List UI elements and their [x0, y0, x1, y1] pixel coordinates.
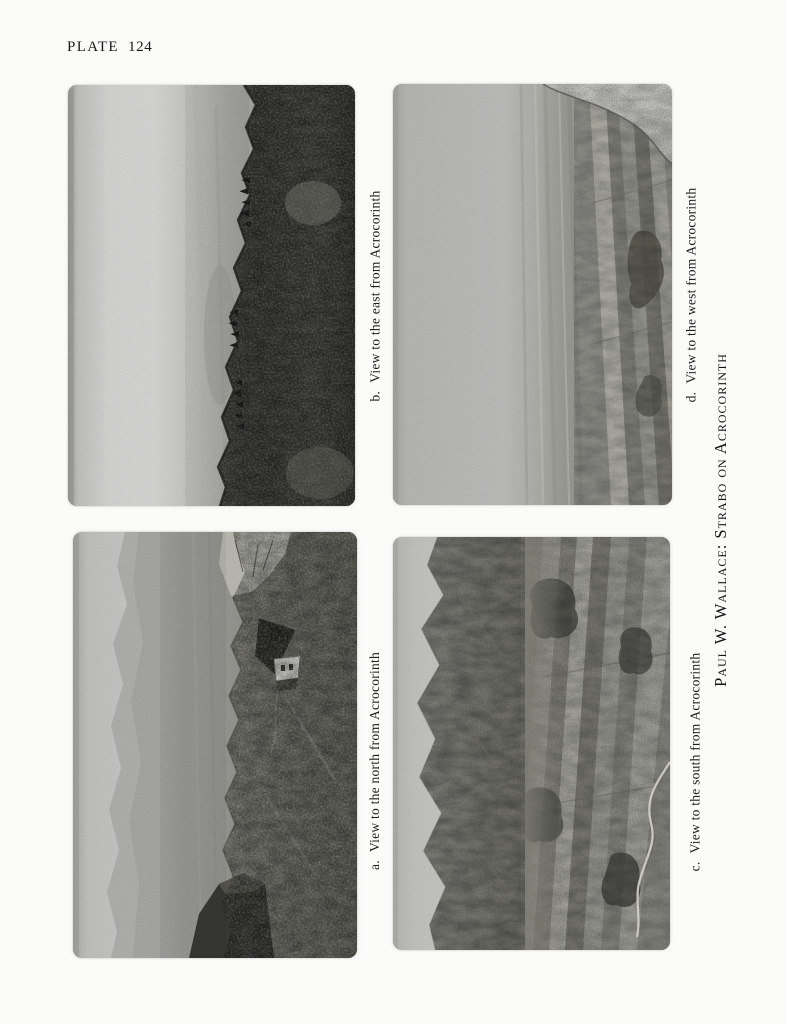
caption-label: c. — [687, 861, 702, 871]
photo-view-west — [393, 84, 672, 505]
photo-view-east — [68, 85, 355, 506]
caption-label: d. — [683, 391, 698, 402]
attribution — [708, 85, 734, 955]
caption-view-west — [678, 84, 704, 505]
photo-view-north — [73, 532, 357, 958]
caption-label: a. — [367, 860, 382, 870]
caption-label: b. — [367, 390, 383, 401]
plate-header — [67, 39, 152, 56]
attribution-text: Paul W. Wallace: Strabo on Acrocorinth — [711, 353, 731, 687]
caption-view-north — [362, 548, 388, 974]
caption-text: View to the east from Acrocorinth — [367, 190, 383, 383]
caption-text: View to the south from Acrocorinth — [687, 652, 702, 853]
plate-label: PLATE — [67, 39, 119, 55]
caption-view-south — [682, 555, 708, 968]
photo-image — [393, 84, 672, 505]
caption-view-east — [362, 85, 388, 506]
photo-image — [68, 85, 355, 506]
photo-view-south — [393, 537, 670, 950]
caption-text: View to the west from Acrocorinth — [683, 187, 698, 384]
photo-image — [393, 537, 670, 950]
plate-number: 124 — [128, 39, 153, 55]
caption-text: View to the north from Acrocorinth — [367, 652, 382, 853]
photo-image — [73, 532, 357, 958]
